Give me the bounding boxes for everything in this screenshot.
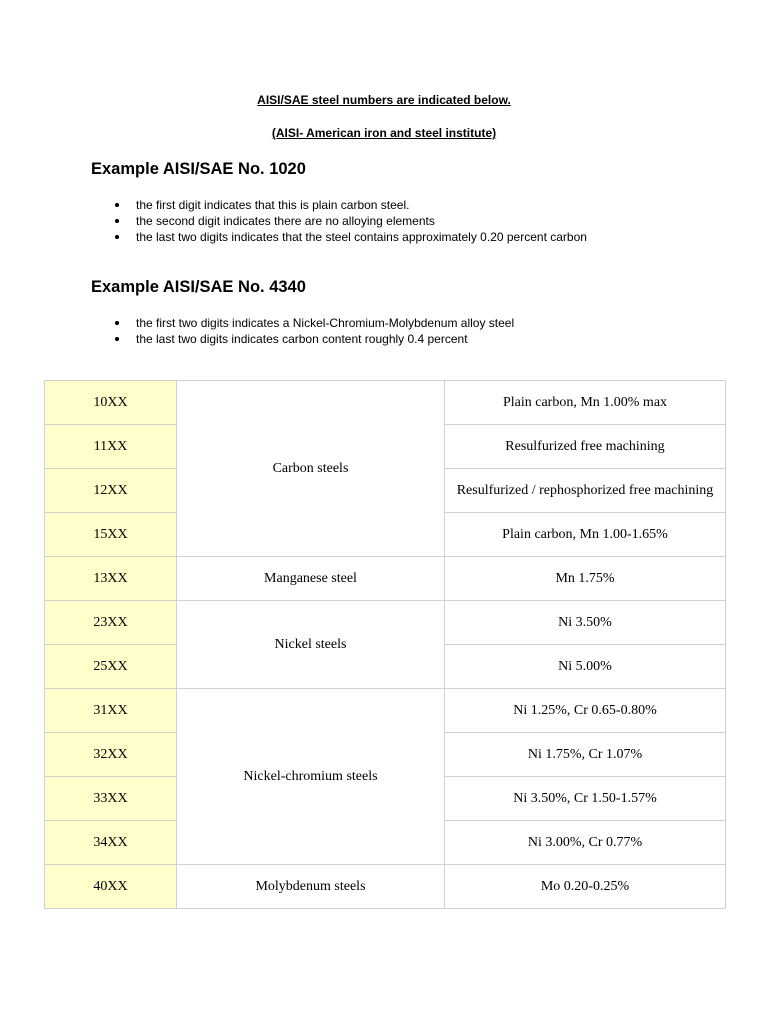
- steel-category-cell: Carbon steels: [177, 381, 445, 557]
- steel-category-cell: Nickel steels: [177, 601, 445, 689]
- steel-code-cell: 13XX: [45, 557, 177, 601]
- steel-category-cell: Nickel-chromium steels: [177, 689, 445, 865]
- example-1-bullet-list: [112, 197, 587, 245]
- example-2-title: Example AISI/SAE No. 4340: [91, 278, 306, 296]
- steel-code-cell: 33XX: [45, 777, 177, 821]
- steel-description-cell: Plain carbon, Mn 1.00-1.65%: [445, 513, 726, 557]
- steel-description-cell: Plain carbon, Mn 1.00% max: [445, 381, 726, 425]
- steel-code-cell: 25XX: [45, 645, 177, 689]
- table-row: [45, 689, 726, 733]
- steel-category-cell: Manganese steel: [177, 557, 445, 601]
- steel-description-cell: Resulfurized free machining: [445, 425, 726, 469]
- steel-description-cell: Ni 3.00%, Cr 0.77%: [445, 821, 726, 865]
- steel-code-cell: 11XX: [45, 425, 177, 469]
- steel-description-cell: Mo 0.20-0.25%: [445, 865, 726, 909]
- example-1-title: Example AISI/SAE No. 1020: [91, 160, 306, 178]
- steel-code-cell: 31XX: [45, 689, 177, 733]
- table-row: [45, 557, 726, 601]
- steel-numbers-table: [44, 380, 726, 909]
- steel-code-cell: 34XX: [45, 821, 177, 865]
- list-item: [112, 213, 587, 229]
- table-row: [45, 381, 726, 425]
- steel-code-cell: 15XX: [45, 513, 177, 557]
- steel-description-cell: Ni 3.50%, Cr 1.50-1.57%: [445, 777, 726, 821]
- steel-code-cell: 10XX: [45, 381, 177, 425]
- steel-code-cell: 12XX: [45, 469, 177, 513]
- bullet-icon: [115, 321, 119, 325]
- example-2-bullet-list: [112, 315, 514, 347]
- bullet-icon: [115, 337, 119, 341]
- bullet-text: the first digit indicates that this is plain carbon steel.: [136, 198, 410, 212]
- table-row: [45, 865, 726, 909]
- steel-code-cell: 23XX: [45, 601, 177, 645]
- table-row: [45, 601, 726, 645]
- list-item: [112, 315, 514, 331]
- steel-description-cell: Resulfurized / rephosphorized free machining: [445, 469, 726, 513]
- bullet-icon: [115, 219, 119, 223]
- steel-description-cell: Ni 5.00%: [445, 645, 726, 689]
- header-line-2: (AISI- American iron and steel institute): [271, 126, 497, 140]
- list-item: [112, 331, 514, 347]
- bullet-text: the second digit indicates there are no alloying elements: [136, 214, 435, 228]
- list-item: [112, 229, 587, 245]
- list-item: [112, 197, 587, 213]
- steel-code-cell: 32XX: [45, 733, 177, 777]
- bullet-text: the first two digits indicates a Nickel-Chromium-Molybdenum alloy steel: [136, 316, 515, 330]
- bullet-text: the last two digits indicates that the steel contains approximately 0.20 percent carbon: [136, 230, 587, 244]
- steel-description-cell: Ni 1.25%, Cr 0.65-0.80%: [445, 689, 726, 733]
- bullet-text: the last two digits indicates carbon content roughly 0.4 percent: [136, 332, 468, 346]
- steel-code-cell: 40XX: [45, 865, 177, 909]
- bullet-icon: [115, 235, 119, 239]
- header-line-1: AISI/SAE steel numbers are indicated below.: [257, 93, 511, 107]
- steel-description-cell: Ni 1.75%, Cr 1.07%: [445, 733, 726, 777]
- steel-description-cell: Mn 1.75%: [445, 557, 726, 601]
- steel-description-cell: Ni 3.50%: [445, 601, 726, 645]
- steel-category-cell: Molybdenum steels: [177, 865, 445, 909]
- bullet-icon: [115, 203, 119, 207]
